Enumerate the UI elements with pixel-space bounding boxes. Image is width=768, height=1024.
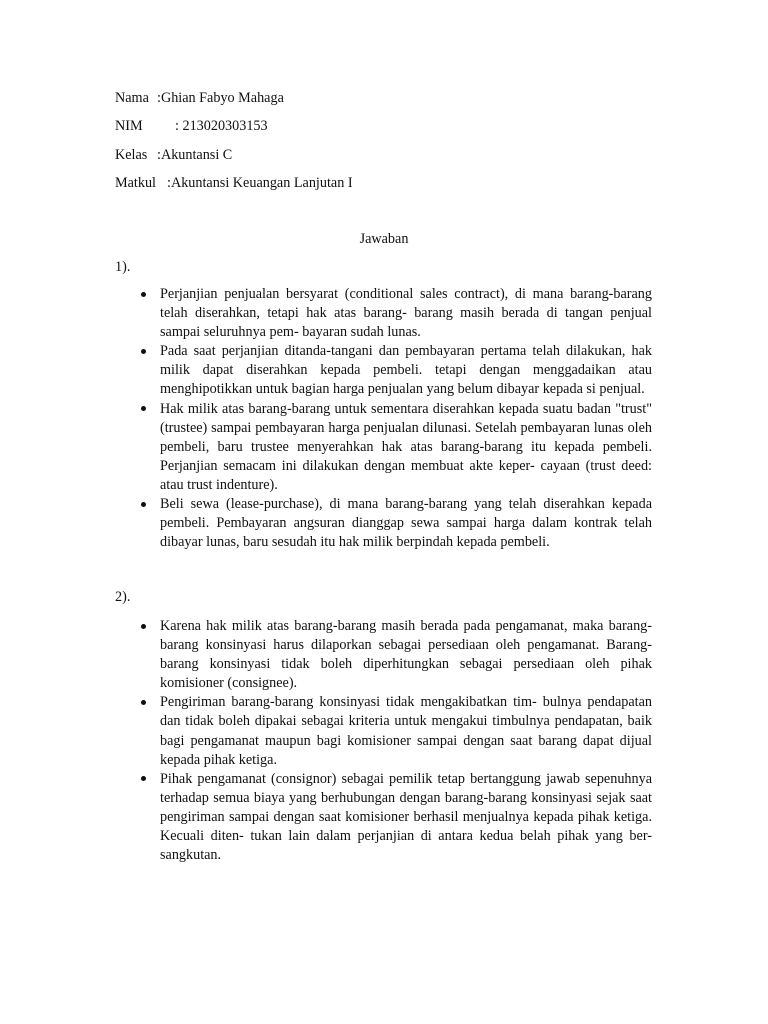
list-item-text: Pihak pengamanat (consignor) sebagai pemilik tetap bertanggung jawab sepenuhnya terhadap semua biaya yang berhubungan dengan barang-barang konsinyasi sejak saat pengiriman sampai dengan saat komisioner berhasil menjualnya kepada pihak ketiga. Kecuali diten- tukan lain dalam perjanjian di antara kedua belah pihak yang ber- sangkutan. bbox=[160, 770, 652, 864]
section-2-list bbox=[137, 617, 652, 865]
list-item bbox=[137, 617, 652, 693]
list-item-text: Hak milik atas barang-barang untuk sementara diserahkan kepada suatu badan "trust" (trustee) sampai pembayaran harga penjualan dilunasi. Setelah pembayaran lunas oleh pembeli, baru trustee menyerahkan hak atas barang-barang itu kepada pembeli. Perjanjian semacam ini dilakukan dengan membuat akte keper- cayaan (trust deed: atau trust indenture). bbox=[160, 400, 652, 493]
name-label: Nama bbox=[115, 90, 149, 106]
list-item bbox=[137, 285, 652, 342]
list-item bbox=[137, 342, 652, 399]
bullet-icon bbox=[141, 700, 146, 705]
section-1-number: 1). bbox=[115, 259, 131, 275]
list-item-text: Perjanjian penjualan bersyarat (conditional sales contract), di mana barang-barang telah diserahkan, tetapi hak atas barang- barang masih berada di tangan penjual sampai seluruhnya pem- bayaran sudah lunas. bbox=[160, 286, 652, 341]
list-item bbox=[137, 495, 652, 552]
student-id-line bbox=[115, 117, 268, 135]
section-2-number: 2). bbox=[115, 589, 131, 605]
class-value: :Akuntansi C bbox=[157, 147, 233, 163]
list-item-text: Pengiriman barang-barang konsinyasi tidak mengakibatkan tim- bulnya pendapatan dan tidak boleh dipakai sebagai kriteria untuk mengakui timbulnya pendapatan, baik bagi pengamanat maupun bagi komisioner sampai dengan saat barang dapat dijual kepada pihak ketiga. bbox=[160, 694, 652, 768]
class-line bbox=[115, 146, 232, 164]
list-item bbox=[137, 693, 652, 769]
bullet-icon bbox=[141, 502, 146, 507]
bullet-icon bbox=[141, 292, 146, 297]
list-item-text: Beli sewa (lease-purchase), di mana barang-barang yang telah diserahkan kepada pembeli. Pembayaran angsuran dianggap sewa sampai harga dalam kontrak telah dibayar lunas, baru sesudah itu hak milik berpindah kepada pembeli. bbox=[160, 496, 652, 551]
bullet-icon bbox=[141, 349, 146, 354]
student-name-line bbox=[115, 89, 284, 107]
nim-value: : 213020303153 bbox=[175, 118, 268, 134]
course-line bbox=[115, 174, 353, 192]
list-item bbox=[137, 770, 652, 865]
name-value: :Ghian Fabyo Mahaga bbox=[157, 90, 284, 106]
course-label: Matkul bbox=[115, 175, 156, 191]
class-label: Kelas bbox=[115, 147, 148, 163]
nim-label: NIM bbox=[115, 118, 143, 134]
bullet-icon bbox=[141, 406, 146, 411]
section-1-list bbox=[137, 285, 652, 552]
list-item-text: Karena hak milik atas barang-barang masih berada pada pengamanat, maka barang-barang konsinyasi harus dilaporkan sebagai persediaan oleh pengamanat. Barang-barang konsinyasi tidak boleh diperhitungkan sebagai persediaan oleh pihak komisioner (consignee). bbox=[160, 618, 652, 692]
bullet-icon bbox=[141, 776, 146, 781]
course-value: :Akuntansi Keuangan Lanjutan I bbox=[167, 175, 353, 191]
list-item-text: Pada saat perjanjian ditanda-tangani dan pembayaran pertama telah dilakukan, hak milik dapat diserahkan kepada pembeli. tetapi dengan menggadaikan atau menghipotikkan untuk bagian harga penjualan yang belum dibayar kepada si penjual. bbox=[160, 343, 652, 398]
answer-heading: Jawaban bbox=[359, 231, 409, 247]
list-item bbox=[137, 400, 652, 495]
bullet-icon bbox=[141, 624, 146, 629]
